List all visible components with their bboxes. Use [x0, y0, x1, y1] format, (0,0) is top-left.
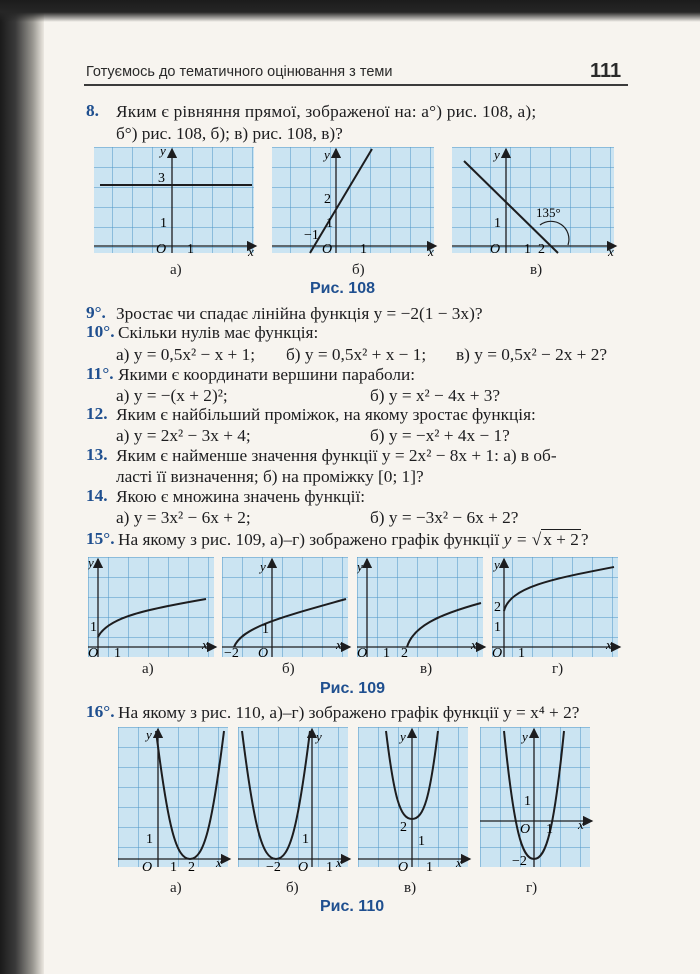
q11-number: 11°. — [86, 364, 114, 383]
q11-opt-a: а) y = −(x + 2)²; — [116, 386, 228, 405]
tick-x1: 1 — [546, 822, 553, 837]
q10-opt-c: в) y = 0,5x² − 2x + 2? — [456, 345, 608, 364]
y-label: y — [400, 729, 406, 744]
tick-x1: 1 — [383, 646, 390, 661]
tick-y1: 1 — [418, 834, 425, 849]
q15-func-pre: y = — [503, 530, 528, 549]
tick-x1: 1 — [170, 860, 177, 873]
q10-opt-a: а) y = 0,5x² − x + 1; — [116, 345, 256, 364]
q14-number: 14. — [86, 486, 108, 505]
tick-y1: 1 — [302, 832, 309, 847]
q15-number: 15°. — [86, 529, 115, 548]
sub-110d: г) — [526, 880, 538, 896]
graph-108b — [270, 147, 442, 259]
grid-bg — [358, 727, 468, 867]
grid-bg — [492, 557, 618, 657]
origin-label: O — [357, 646, 368, 661]
q14-opt-a: а) y = 3x² − 6x + 2; — [116, 508, 251, 527]
q11-opt-b: б) y = x² − 4x + 3? — [370, 386, 501, 405]
tick-y1: 1 — [524, 794, 531, 809]
sub-109b: б) — [282, 661, 295, 677]
tick-ym2: −2 — [512, 854, 527, 869]
q15-text-pre: На якому з рис. 109, а)–г) зображено графік функції — [118, 530, 500, 549]
tick-y1: 1 — [326, 216, 333, 231]
x-label: x — [336, 855, 342, 870]
q10-number: 10°. — [86, 322, 115, 341]
tick-x1: 1 — [326, 860, 333, 873]
angle-label: 135° — [536, 205, 561, 220]
sub-108a: а) — [170, 262, 182, 278]
tick-x2: 2 — [401, 646, 408, 661]
tick-y2: 2 — [494, 600, 501, 615]
y-label: y — [357, 559, 363, 574]
q16-text: На якому з рис. 110, а)–г) зображено графік функції y = x⁴ + 2? — [118, 703, 580, 722]
q12-opt-a: а) y = 2x² − 3x + 4; — [116, 426, 251, 445]
origin-label: O — [298, 860, 309, 873]
grid-bg — [452, 147, 614, 253]
tick-x1: 1 — [114, 646, 121, 661]
tick-y3: 3 — [158, 171, 165, 186]
tick-x2: 2 — [538, 242, 545, 257]
grid-bg — [272, 147, 434, 253]
y-label: y — [494, 557, 500, 572]
q8-line1: Яким є рівняння прямої, зображеної на: а°) рис. 108, а); — [116, 102, 537, 121]
origin-label: O — [258, 646, 269, 661]
q10-opt-b: б) y = 0,5x² + x − 1; — [286, 345, 427, 364]
grid-bg — [88, 557, 214, 657]
q16-number: 16°. — [86, 702, 115, 721]
sub-110a: а) — [170, 880, 182, 896]
tick-x1: 1 — [360, 242, 367, 257]
q11-text: Якими є координати вершини параболи: — [118, 365, 416, 384]
sub-108b: б) — [352, 262, 365, 278]
origin-label: O — [156, 242, 167, 257]
origin-label: O — [322, 242, 333, 257]
x-label: x — [216, 855, 222, 870]
y-label: y — [324, 147, 330, 162]
q15-text — [118, 529, 589, 550]
running-header: Готуємось до тематичного оцінювання з теми — [86, 64, 393, 80]
q8-line2: б°) рис. 108, б); в) рис. 108, в)? — [116, 124, 343, 143]
sub-108c: в) — [530, 262, 543, 278]
page-top-shadow — [0, 0, 700, 22]
tick-x1: 1 — [518, 646, 525, 661]
tick-x1: 1 — [187, 242, 194, 257]
tick-y2: 2 — [400, 820, 407, 835]
sub-109c: в) — [420, 661, 433, 677]
x-label: x — [336, 637, 342, 652]
q14-opt-b: б) y = −3x² − 6x + 2? — [370, 508, 519, 527]
q12-number: 12. — [86, 404, 108, 423]
page-number: 111 — [590, 60, 622, 82]
tick-x1: 1 — [426, 860, 433, 873]
tick-y1: 1 — [146, 832, 153, 847]
tick-y1: 1 — [262, 622, 269, 637]
x-label: x — [606, 637, 612, 652]
graph-110d — [480, 727, 596, 873]
q10-text: Скільки нулів має функція: — [118, 323, 319, 342]
q9-text: Зростає чи спадає лінійна функція y = −2(1 − 3x)? — [116, 304, 483, 323]
q12-opt-b: б) y = −x² + 4x − 1? — [370, 426, 510, 445]
x-label: x — [471, 637, 477, 652]
graph-109c — [357, 557, 489, 661]
tick-y1: 1 — [160, 216, 167, 231]
y-label: y — [260, 559, 266, 574]
origin-label: O — [398, 860, 409, 873]
y-label: y — [160, 147, 166, 158]
grid-bg — [480, 727, 590, 867]
y-label: y — [146, 727, 152, 742]
origin-label: O — [492, 646, 503, 661]
origin-label: O — [142, 860, 153, 873]
origin-label: O — [490, 242, 501, 257]
origin-label: O — [520, 822, 531, 837]
tick-y1: 1 — [494, 620, 501, 635]
tick-xm2: −2 — [266, 860, 281, 873]
grid-bg — [118, 727, 228, 867]
q13-line2: ласті її визначення; б) на проміжку [0; 1]? — [116, 467, 424, 486]
grid-bg — [238, 727, 348, 867]
graph-108a — [92, 147, 262, 259]
y-label: y — [88, 557, 94, 570]
x-label: x — [202, 637, 208, 652]
q12-text: Яким є найбільший проміжок, на якому зростає функція: — [116, 405, 536, 424]
graph-109d — [492, 557, 624, 661]
q13-line1: Яким є найменше значення функції y = 2x² − 8x + 1: а) в об- — [116, 446, 557, 465]
q14-text: Якою є множина значень функції: — [116, 487, 366, 506]
grid-bg — [222, 557, 348, 657]
sub-109a: а) — [142, 661, 154, 677]
grid-bg — [94, 147, 254, 253]
fig-109-caption: Рис. 109 — [320, 680, 385, 697]
tick-x1: 1 — [524, 242, 531, 257]
x-label: x — [428, 244, 434, 259]
graph-110c — [358, 727, 474, 873]
sub-109d: г) — [552, 661, 564, 677]
q13-number: 13. — [86, 445, 108, 464]
q15-radicand: x + 2 — [543, 530, 579, 549]
fig-110-caption: Рис. 110 — [320, 898, 385, 915]
sqrt-expression: √ x + 2 — [531, 530, 579, 549]
sub-110b: б) — [286, 880, 299, 896]
graph-110b — [238, 727, 354, 873]
tick-y2: 2 — [324, 192, 331, 207]
x-label: x — [578, 817, 584, 832]
graph-109a — [88, 557, 220, 661]
origin-label: O — [88, 646, 99, 661]
x-label: x — [608, 244, 614, 259]
graph-109b — [222, 557, 354, 661]
tick-xm1: −1 — [304, 228, 319, 243]
graph-110a — [118, 727, 234, 873]
x-label: x — [456, 855, 462, 870]
q9-number: 9°. — [86, 303, 106, 322]
graph-108c — [450, 147, 622, 259]
tick-y1: 1 — [494, 216, 501, 231]
header-rule — [84, 84, 628, 86]
tick-y1: 1 — [90, 620, 97, 635]
book-gutter-shadow — [0, 0, 44, 974]
sub-110c: в) — [404, 880, 417, 896]
y-label: y — [494, 147, 500, 162]
fig-108-caption: Рис. 108 — [310, 280, 375, 297]
x-label: x — [248, 244, 254, 259]
tick-x2: 2 — [188, 860, 195, 873]
q8-number: 8. — [86, 101, 99, 120]
q15-text-post: ? — [580, 530, 589, 549]
y-label: y — [316, 729, 322, 744]
y-label: y — [522, 729, 528, 744]
tick-xm2: −2 — [224, 646, 239, 661]
